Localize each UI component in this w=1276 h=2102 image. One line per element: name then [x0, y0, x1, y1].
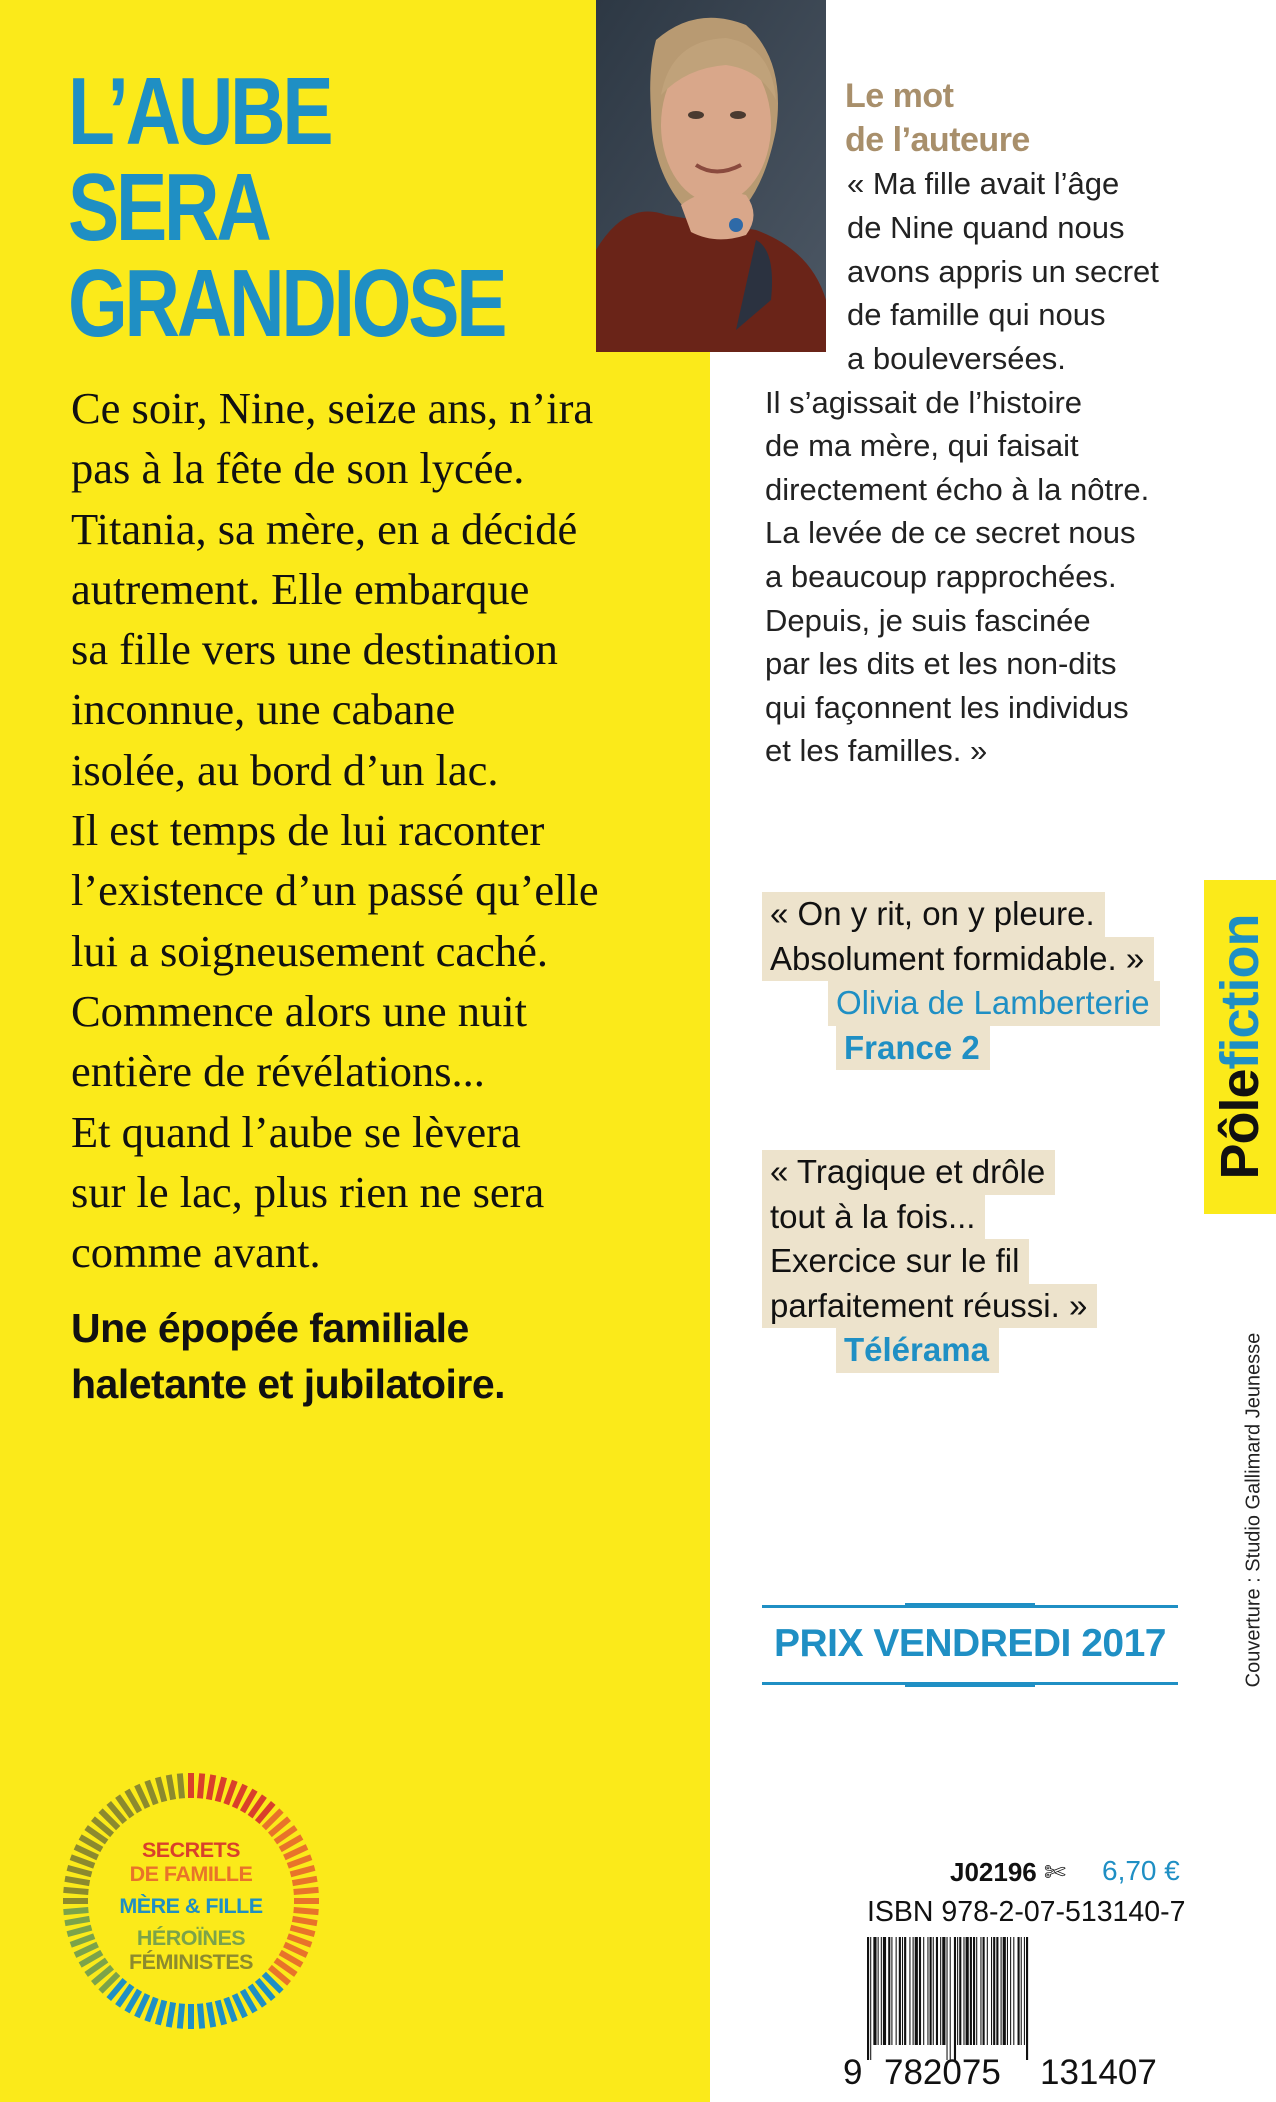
- isbn: ISBN 978-2-07-513140-7: [867, 1896, 1186, 1928]
- title-line: GRANDIOSE: [68, 250, 505, 357]
- author-note-line: de Nine quand nous: [847, 210, 1125, 245]
- barcode: [867, 1937, 1185, 2060]
- author-note-line: avons appris un secret: [847, 254, 1159, 289]
- barcode-bar: [940, 1937, 941, 2045]
- book-title: [68, 58, 505, 357]
- barcode-digits-right: 131407: [1040, 2053, 1157, 2092]
- scissors-icon: ✄: [1044, 1857, 1066, 1887]
- quote-author: Olivia de Lamberterie: [828, 981, 1160, 1026]
- author-note-heading-line: de l’auteure: [845, 121, 1030, 159]
- author-note-line: « Ma fille avait l’âge: [847, 166, 1120, 201]
- author-note-heading: [845, 74, 1030, 162]
- collection-logo-part1: Pôle: [1210, 1069, 1270, 1180]
- quote-line: Exercice sur le fil: [762, 1239, 1029, 1284]
- barcode-bar: [909, 1937, 910, 2045]
- quote-line: « Tragique et drôle: [762, 1150, 1055, 1195]
- barcode-bar: [873, 1937, 876, 2045]
- barcode-bar: [902, 1937, 903, 2045]
- prize-banner: [762, 1605, 1178, 1685]
- barcode-bar: [942, 1937, 945, 2045]
- title-line: L’AUBE: [68, 58, 331, 165]
- barcode-bar: [878, 1937, 879, 2045]
- author-note-line: de ma mère, qui faisait: [765, 428, 1079, 463]
- barcode-bar: [954, 1937, 956, 2060]
- summary-line: comme avant.: [71, 1227, 321, 1278]
- prize-bottom-accent: [905, 1682, 1035, 1687]
- product-code: [950, 1857, 1066, 1888]
- barcode-bar: [891, 1937, 892, 2045]
- badge-line: DE FAMILLE: [129, 1862, 253, 1886]
- author-note-line: a bouleversées.: [847, 341, 1066, 376]
- barcode-bar: [1021, 1937, 1022, 2045]
- author-note-heading-line: Le mot: [845, 77, 954, 115]
- barcode-bar: [947, 1937, 948, 2060]
- barcode-bar: [1018, 1937, 1020, 2045]
- author-note-line: La levée de ce secret nous: [765, 515, 1136, 550]
- review-quote-1: [762, 892, 1160, 1070]
- review-quote-2: [762, 1150, 1097, 1373]
- barcode-bar: [867, 1937, 869, 2060]
- barcode-bar: [1010, 1937, 1011, 2045]
- summary-line: Titania, sa mère, en a décidé: [71, 503, 578, 554]
- prize-top-accent: [905, 1603, 1035, 1608]
- barcode-bar: [950, 1937, 951, 2060]
- title-line: SERA: [68, 154, 269, 261]
- quote-line: « On y rit, on y pleure.: [762, 892, 1105, 937]
- barcode-bar: [976, 1937, 977, 2045]
- author-note-line: et les familles. »: [765, 733, 988, 768]
- badge-labels: [60, 1770, 322, 2032]
- collection-logo-part2: fiction: [1210, 914, 1270, 1070]
- tagline-line: haletante et jubilatoire.: [71, 1361, 506, 1407]
- barcode-bar: [923, 1937, 924, 2045]
- summary-line: entière de révélations...: [71, 1046, 485, 1097]
- summary-line: Il est temps de lui raconter: [71, 805, 545, 856]
- barcode-bar: [987, 1937, 988, 2045]
- collection-logo: [1209, 914, 1271, 1179]
- barcode-bar: [936, 1937, 938, 2045]
- badge-line: HÉROÏNES: [136, 1926, 246, 1950]
- summary-line: Commence alors une nuit: [71, 985, 528, 1036]
- summary-line: Ce soir, Nine, seize ans, n’ira: [71, 383, 594, 433]
- badge-line: SECRETS: [141, 1838, 241, 1862]
- barcode-bar: [1026, 1937, 1028, 2060]
- barcode-bar: [930, 1937, 932, 2045]
- barcode-bar: [1024, 1937, 1025, 2045]
- cover-credit: Couverture : Studio Gallimard Jeunesse: [1242, 1332, 1265, 1688]
- badge-line: MÈRE & FILLE: [119, 1894, 263, 1918]
- barcode-bar: [915, 1937, 918, 2045]
- summary-line: sa fille vers une destination: [71, 624, 558, 675]
- barcode-bar: [1003, 1937, 1006, 2045]
- barcode-bar: [957, 1937, 958, 2045]
- barcode-bar: [896, 1937, 897, 2045]
- barcode-bar: [883, 1937, 886, 2045]
- summary-line: inconnue, une cabane: [71, 684, 456, 735]
- badge-line: FÉMINISTES: [128, 1950, 253, 1974]
- quote-publication: France 2: [836, 1026, 990, 1071]
- barcode-bar: [966, 1937, 969, 2045]
- barcode-bar: [919, 1937, 921, 2045]
- author-note-line: Il s’agissait de l’histoire: [765, 385, 1083, 420]
- barcode-bar: [904, 1937, 906, 2045]
- quote-line: Absolument formidable. »: [762, 937, 1154, 982]
- summary-line: pas à la fête de son lycée.: [71, 443, 525, 494]
- author-note-line: a beaucoup rapprochées.: [765, 559, 1117, 594]
- barcode-bar: [1013, 1937, 1014, 2045]
- quote-line: parfaitement réussi. »: [762, 1284, 1097, 1329]
- author-note-line: directement écho à la nôtre.: [765, 472, 1150, 507]
- price: 6,70 €: [1102, 1855, 1180, 1886]
- summary-text: [71, 378, 701, 1282]
- author-portrait-image: [596, 0, 826, 352]
- barcode-bar: [927, 1937, 928, 2045]
- barcode-bar: [888, 1937, 890, 2045]
- barcode-bar: [933, 1937, 934, 2045]
- product-code-value: J02196: [950, 1857, 1037, 1887]
- author-note-line: Depuis, je suis fascinée: [765, 603, 1091, 638]
- barcode-digits-lead: 9: [843, 2053, 863, 2092]
- prize-label: PRIX VENDREDI 2017: [774, 1622, 1166, 1665]
- author-note-line: de famille qui nous: [847, 297, 1106, 332]
- barcode-bar: [1001, 1937, 1002, 2045]
- author-photo: [596, 0, 826, 352]
- barcode-bar: [983, 1937, 985, 2045]
- barcode-digits-left: 782075: [884, 2053, 1001, 2092]
- summary-line: lui a soigneusement caché.: [71, 925, 548, 976]
- tagline: [71, 1300, 505, 1412]
- barcode-bar: [1007, 1937, 1008, 2045]
- tagline-line: Une épopée familiale: [71, 1305, 469, 1351]
- summary-line: sur le lac, plus rien ne sera: [71, 1166, 545, 1217]
- barcode-bar: [870, 1937, 871, 2060]
- barcode-bar: [959, 1937, 961, 2045]
- themes-badge: [60, 1770, 322, 2032]
- barcode-bar: [991, 1937, 992, 2045]
- barcode-bar: [980, 1937, 981, 2045]
- barcode-bar: [973, 1937, 975, 2045]
- barcode-bar: [996, 1937, 998, 2045]
- summary-line: autrement. Elle embarque: [71, 563, 530, 614]
- barcode-bar: [993, 1937, 995, 2045]
- barcode-bar: [963, 1937, 964, 2045]
- barcode-bar: [881, 1937, 882, 2045]
- quote-publication: Télérama: [836, 1328, 999, 1373]
- barcode-bar: [970, 1937, 972, 2045]
- barcode-bar: [913, 1937, 914, 2045]
- author-note-line: par les dits et les non-dits: [765, 646, 1117, 681]
- summary-line: l’existence d’un passé qu’elle: [71, 865, 599, 916]
- quote-line: tout à la fois...: [762, 1195, 985, 1240]
- summary-line: Et quand l’aube se lèvera: [71, 1106, 521, 1157]
- summary-line: isolée, au bord d’un lac.: [71, 744, 499, 795]
- author-note-line: qui façonnent les individus: [765, 690, 1129, 725]
- barcode-bar: [899, 1937, 901, 2045]
